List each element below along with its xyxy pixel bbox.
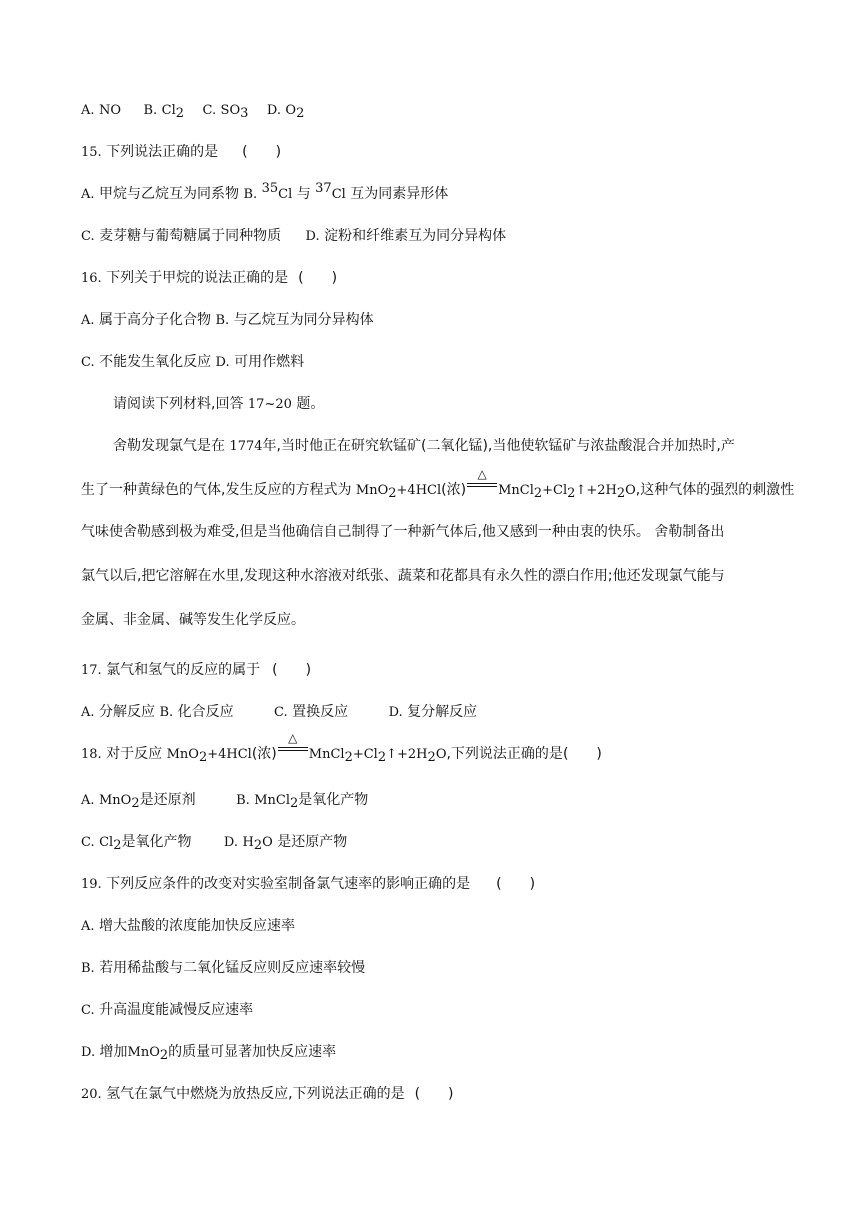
- question-number: 20.: [81, 1087, 102, 1102]
- question-stem: 下列关于甲烷的说法正确的是: [106, 270, 289, 286]
- equation-note: (浓): [251, 746, 277, 762]
- equation-product: ↑+2H: [386, 747, 428, 762]
- equation-product: MnCl: [308, 747, 345, 762]
- subscript: 2: [253, 838, 263, 853]
- chem-formula: O: [262, 835, 273, 850]
- option-text: 可用作燃料: [234, 354, 305, 370]
- option-label: D.: [223, 835, 239, 850]
- option-text: 淀粉和纤维素互为同分异构体: [324, 228, 507, 244]
- option-text: 是氧化产物: [298, 792, 369, 808]
- equation-product: ↑+2H: [575, 483, 617, 498]
- option-text: 与乙烷互为同分异构体: [233, 312, 374, 328]
- question-stem: 对于反应: [106, 746, 163, 762]
- mass-number: 37: [315, 181, 332, 196]
- chem-formula: H: [242, 835, 254, 850]
- option-label: B.: [159, 705, 174, 720]
- equation-product: O: [625, 483, 636, 498]
- option-label: C.: [81, 835, 95, 850]
- option-label: D.: [81, 1045, 96, 1060]
- q15-options-ab: [81, 181, 800, 205]
- passage-line-4: [81, 566, 800, 586]
- equation-product: O: [435, 747, 447, 762]
- equation-note: (浓): [441, 482, 467, 498]
- question-number: 17.: [81, 663, 102, 678]
- question-stem: 氢气在氯气中燃烧为放热反应,下列说法正确的是: [106, 1086, 405, 1102]
- chem-formula: Cl: [99, 835, 114, 850]
- passage-intro: [113, 394, 800, 415]
- subscript: 2: [159, 1048, 169, 1063]
- chem-formula: MnO: [98, 793, 132, 808]
- option-label: D.: [266, 103, 281, 118]
- question-stem: 下列说法正确的是: [106, 144, 219, 160]
- subscript: 2: [290, 796, 299, 811]
- answer-paren: ( ): [298, 270, 338, 286]
- subscript: 2: [131, 796, 140, 811]
- question-20: [81, 1084, 800, 1105]
- option-text: 是氧化产物: [121, 834, 192, 850]
- equation-reactant: +4HCl: [396, 483, 442, 498]
- subscript: 2: [175, 106, 185, 121]
- q16-options-cd: [81, 352, 800, 373]
- option-text: 的质量可显著加快反应速率: [168, 1044, 337, 1060]
- question-stem: ,下列说法正确的是: [446, 746, 563, 762]
- q19-option-c: [81, 1000, 800, 1021]
- question-range: 17~20: [247, 397, 292, 412]
- option-text: 不能发生氧化反应: [99, 354, 212, 370]
- option-label: D.: [305, 229, 320, 244]
- passage-line-1: [113, 436, 800, 457]
- option-text: SO: [220, 103, 241, 118]
- heat-condition-arrow: [278, 731, 308, 759]
- option-label: D.: [388, 705, 403, 720]
- option-text: 是还原产物: [277, 834, 348, 850]
- option-text: 分解反应: [98, 704, 155, 720]
- equation-reactant: +4HCl: [207, 747, 252, 762]
- passage-line-2: [81, 467, 800, 501]
- option-label: B.: [215, 313, 230, 328]
- passage-text: 年,当时他正在研究软锰矿(二氧化锰),当他使软锰矿与浓盐酸混合并加热时,产: [262, 438, 735, 454]
- subscript: 2: [427, 750, 436, 765]
- subscript: 3: [240, 106, 249, 121]
- question-18: [81, 731, 800, 765]
- option-label: D.: [215, 355, 230, 370]
- equation-product: MnCl: [498, 483, 534, 498]
- option-label: A.: [81, 313, 95, 328]
- question-number: 19.: [81, 877, 102, 892]
- q14-options: [81, 100, 800, 121]
- option-text: NO: [98, 103, 122, 118]
- q19-option-b: [81, 958, 800, 979]
- option-label: B.: [143, 103, 158, 118]
- option-text: 化合反应: [177, 704, 234, 720]
- option-label: B.: [236, 793, 250, 808]
- option-label: A.: [81, 187, 95, 202]
- question-stem: 氯气和氢气的反应的属于: [106, 662, 261, 678]
- passage-text: 生了一种黄绿色的气体,发生反应的方程式为: [81, 482, 352, 498]
- option-label: A.: [81, 103, 95, 118]
- year: 1774: [229, 439, 263, 454]
- option-label: B.: [243, 187, 258, 202]
- question-17: [81, 660, 800, 681]
- chem-formula: MnCl: [254, 793, 290, 808]
- subscript: 2: [388, 486, 397, 501]
- question-number: 18.: [81, 747, 102, 762]
- option-text: 复分解反应: [407, 704, 478, 720]
- option-label: A.: [81, 919, 95, 934]
- subscript: 2: [296, 106, 305, 121]
- option-text: 若用稀盐酸与二氧化锰反应则反应速率较慢: [99, 960, 366, 976]
- isotope-symbol: Cl: [278, 187, 293, 202]
- equation-reactant: MnO: [166, 747, 199, 762]
- passage-text: 气味使舍勒感到极为难受,但是当他确信自己制得了一种新气体后,他又感到一种由衷的快乐。 舍勒制备出: [81, 524, 725, 540]
- heat-condition-arrow: [467, 467, 497, 495]
- delta-icon: △: [477, 467, 487, 481]
- option-label: C.: [81, 1003, 95, 1018]
- option-text: Cl: [161, 103, 176, 118]
- q15-options-cd: [81, 226, 800, 247]
- question-number: 15.: [81, 145, 102, 160]
- q16-options-ab: [81, 310, 800, 331]
- subscript: 2: [344, 750, 353, 765]
- option-label: C.: [274, 705, 288, 720]
- q18-options-cd: [81, 832, 800, 853]
- option-label: C.: [81, 229, 95, 244]
- option-label: A.: [81, 705, 95, 720]
- q18-options-ab: [81, 790, 800, 811]
- passage-text: ,这种气体的强烈的刺激性: [635, 482, 795, 498]
- delta-icon: △: [288, 731, 298, 745]
- q19-option-a: [81, 916, 800, 937]
- subscript: 2: [198, 750, 208, 765]
- option-text: 升高温度能减慢反应速率: [99, 1002, 254, 1018]
- mass-number: 35: [261, 181, 279, 196]
- q17-options: [81, 702, 800, 723]
- equation-product: +Cl: [542, 483, 568, 498]
- option-text: 是还原剂: [139, 792, 196, 808]
- passage-text: 舍勒发现氯气是在: [113, 438, 225, 454]
- passage-text: 氯气以后,把它溶解在水里,发现这种水溶液对纸张、蔬菜和花都具有永久性的漂白作用;他还发现氯气能与: [81, 568, 725, 584]
- question-number: 16.: [81, 271, 102, 286]
- passage-text: 金属、非金属、碱等发生化学反应。: [81, 612, 305, 628]
- chem-formula: MnO: [127, 1045, 160, 1060]
- subscript: 2: [567, 486, 576, 501]
- option-text: 互为同素异形体: [350, 186, 449, 202]
- option-text: 麦芽糖与葡萄糖属于同种物质: [99, 228, 282, 244]
- question-16: [81, 268, 800, 289]
- passage-line-5: [81, 610, 800, 630]
- subscript: 2: [616, 486, 626, 501]
- option-text: 属于高分子化合物: [98, 312, 211, 328]
- question-19: [81, 874, 800, 895]
- answer-paren: ( ): [496, 876, 536, 892]
- option-label: A.: [81, 793, 95, 808]
- option-text: 增加: [99, 1044, 128, 1060]
- equation-product: +Cl: [352, 747, 378, 762]
- question-15: [81, 142, 800, 163]
- subscript: 2: [533, 486, 543, 501]
- option-text: 甲烷与乙烷互为同系物: [98, 186, 239, 202]
- option-text: 与: [296, 186, 311, 202]
- answer-paren: ( ): [414, 1086, 454, 1102]
- answer-paren: ( ): [562, 746, 602, 762]
- passage-text: 请阅读下列材料,回答: [113, 396, 244, 412]
- q19-option-d: [81, 1042, 800, 1063]
- answer-paren: ( ): [272, 662, 312, 678]
- answer-paren: ( ): [242, 144, 282, 160]
- passage-line-3: [81, 522, 800, 542]
- subscript: 2: [377, 750, 387, 765]
- option-label: B.: [81, 961, 95, 976]
- option-text: 置换反应: [292, 704, 349, 720]
- question-stem: 下列反应条件的改变对实验室制备氯气速率的影响正确的是: [106, 876, 471, 892]
- option-label: C.: [202, 103, 217, 118]
- option-text: 增大盐酸的浓度能加快反应速率: [98, 918, 295, 934]
- subscript: 2: [113, 838, 122, 853]
- option-text: O: [285, 103, 297, 118]
- option-label: C.: [81, 355, 95, 370]
- equation-reactant: MnO: [355, 483, 389, 498]
- isotope-symbol: Cl: [331, 187, 346, 202]
- passage-text: 题。: [296, 396, 325, 412]
